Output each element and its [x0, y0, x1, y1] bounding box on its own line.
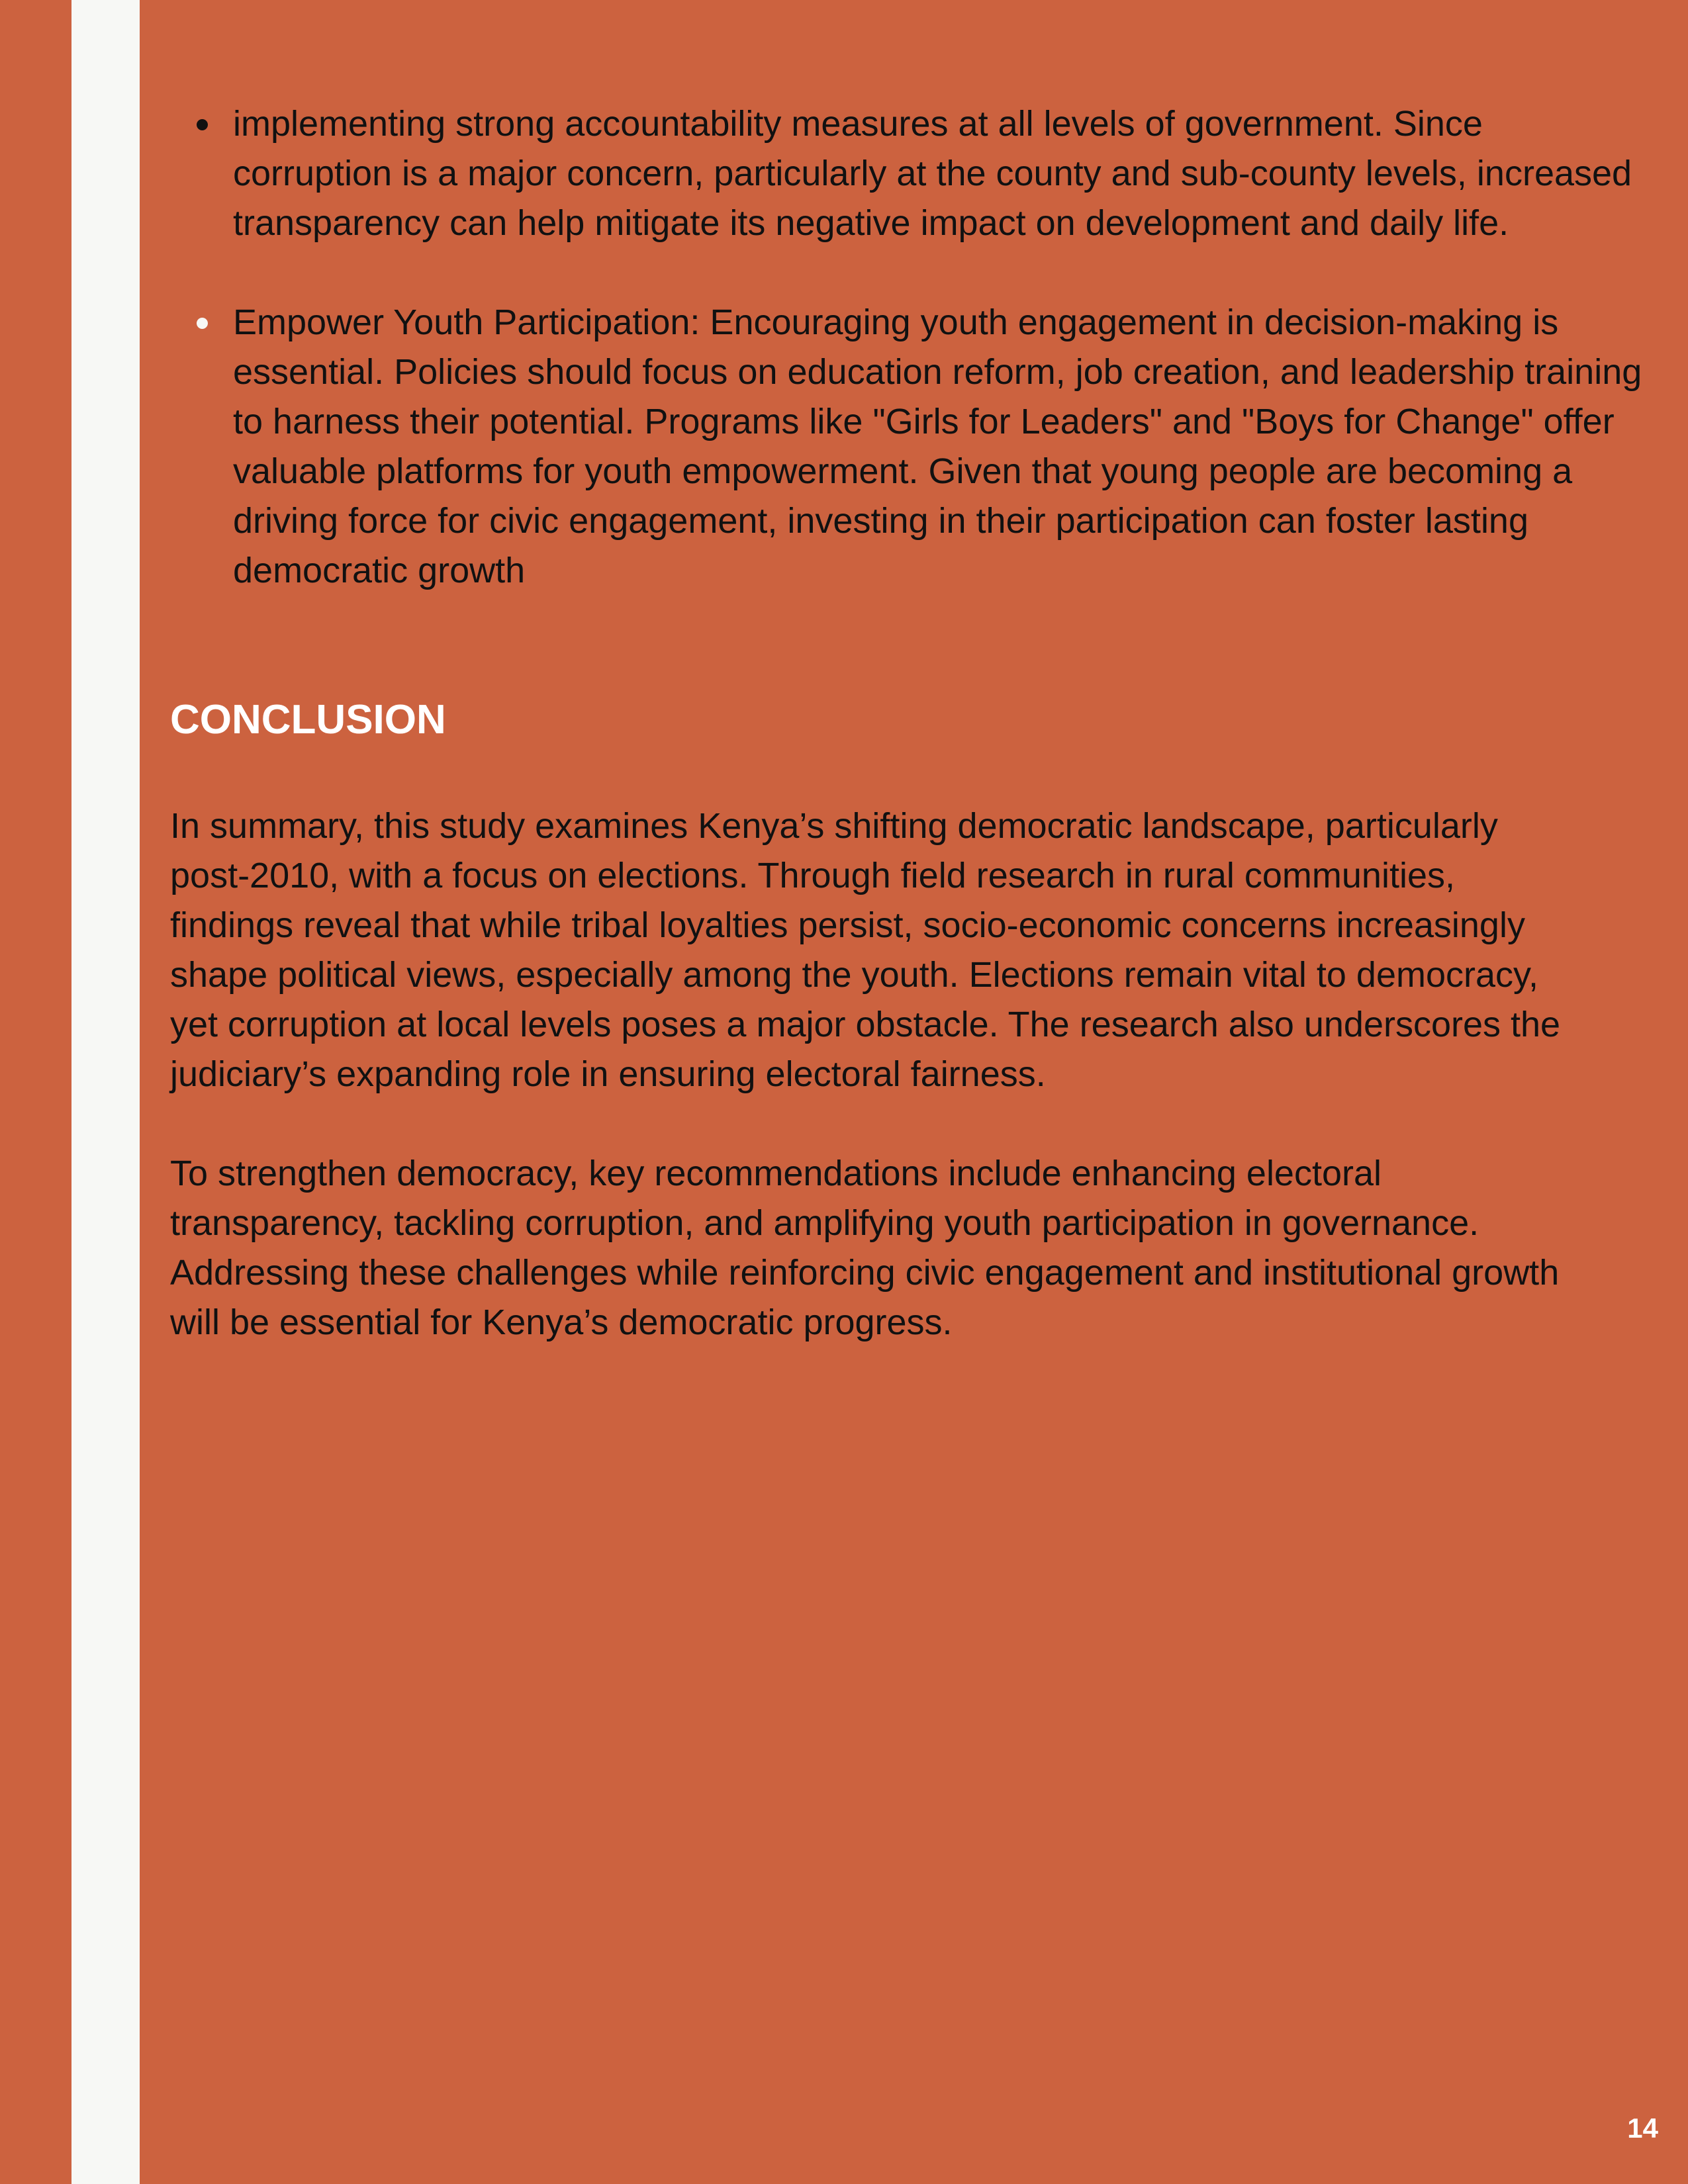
list-item	[170, 298, 1646, 596]
conclusion-paragraph: In summary, this study examines Kenya’s shifting democratic landscape, particularly post-2010, with a focus on elections. Through field research in rural communities, findings reveal that while tribal loyalties persist, socio-economic concerns increasingly shape political views, especially among the youth. Elections remain vital to democracy, yet corruption at local levels poses a major obstacle. The research also underscores the judiciary’s expanding role in ensuring electoral fairness.	[170, 806, 1561, 1094]
recommendation-list	[170, 99, 1646, 596]
bullet-dot-icon	[197, 119, 208, 130]
side-stripe	[71, 0, 140, 2184]
page-number: 14	[1627, 2113, 1658, 2144]
list-item-text: Empower Youth Participation: Encouraging youth engagement in decision-making is essential. Policies should focus on education reform, job creation, and leadership training to harness their potential. Programs like "Girls for Leaders" and "Boys for Change" offer valuable platforms for youth empowerment. Given that young people are becoming a driving force for civic engagement, investing in their participation can foster lasting democratic growth	[233, 302, 1642, 590]
page-content	[170, 99, 1646, 1347]
conclusion-heading: CONCLUSION	[170, 697, 446, 743]
list-item	[170, 99, 1646, 248]
bullet-dot-icon	[197, 318, 208, 329]
list-item-text: implementing strong accountability measures at all levels of government. Since corruption is a major concern, particularly at the county and sub-county levels, increased transparency can help mitigate its negative impact on development and daily life.	[233, 104, 1632, 243]
conclusion-paragraph: To strengthen democracy, key recommendations include enhancing electoral transparency, tackling corruption, and amplifying youth participation in governance. Addressing these challenges while reinforcing civic engagement and institutional growth will be essential for Kenya’s democratic progress.	[170, 1154, 1560, 1342]
